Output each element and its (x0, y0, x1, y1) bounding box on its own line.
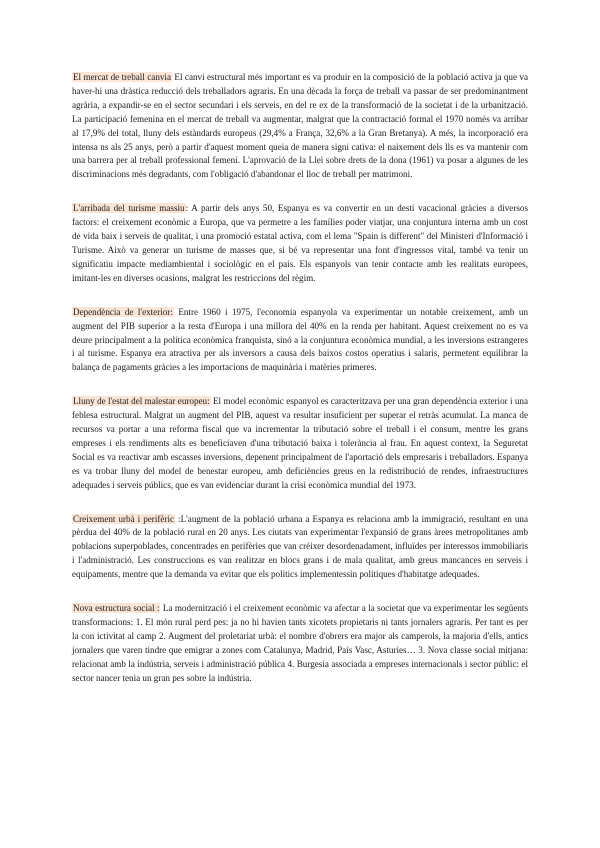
section-body: El canvi estructural més important es va produir en la composició de la població activa ja que va haver-hi una dràstica reducció dels treballadors agraris. En una dècada la força de treball va passar de ser predominantment agrària, a expandir-se en el sector secundari i els serveis, en del re ex de la transformació de la societat i de la urbanització. La participació femenina en el mercat de treball va augmentar, malgrat que la contractació formal el 1970 només va arribar al 17,9% del total, lluny dels estàndards europeus (29,4% a França, 32,6% a la Gran Bretanya). A més, la incorporació era intensa ns als 25 anys, però a partir d'aquest moment queia de manera signi cativa: el naixement dels lls es va mantenir com una barrera per al treball professional femení. L'aprovació de la Llei sobre drets de la dona (1961) va posar a algunes de les discriminacions més degradants, com l'obligació d'abandonar el lloc de treball per matrimoni. (72, 72, 528, 180)
section-estructura-social (72, 602, 528, 685)
section-heading: Dependència de l'exterior: (73, 306, 173, 317)
section-body: El model econòmic espanyol es caracteritzava per una gran dependència exterior i una feblesa estructural. Malgrat un augment del PIB, aquest va resultar insuficient per superar el retràs acumulat. La manca de recursos va portar a una reforma fiscal que va incrementar la tributació sobre el treball i el consum, mentre les grans empreses i els rendiments alts es beneficiaven d'una tributació baixa i tolerància al frau. En aquest context, la Seguretat Social es va reactivar amb escasses inversions, depenent principalment de l'aportació dels empresaris i treballadors. Espanya es va trobar lluny del model de benestar europeu, amb deficiències greus en la redistribució de rendes, infraestructures adequades i serveis públics, que es van evidenciar durant la crisi econòmica mundial del 1973. (72, 396, 529, 490)
section-body: Entre 1960 i 1975, l'economia espanyola va experimentar un notable creixement, amb un augment del PIB superior a la resta d'Europa i una millora del 40% en la renda per habitant. Aquest creixement no es va deure principalment a la política econòmica franquista, sinó a la conjuntura econòmica mundial, a les inversions estrangeres i al turisme. Espanya era atractiva per als inversors a causa dels baixos costos operatius i salaris, permetent equilibrar la balança de pagaments gràcies a les importacions de maquinària i matèries primeres. (72, 306, 529, 373)
section-dependencia-exterior (72, 306, 528, 376)
section-estat-malestar (72, 395, 528, 492)
section-body: La modernització i el creixement econòmic va afectar a la societat que va experimentar les següents transformacions: 1. El món rural perd pes: ja no hi havien tants xicotets propietaris ni tants jornalers agraris. Per tant es per la con ictivitat al camp 2. Augment del proletariat urbà: el nombre d'obrers era major als camperols, la majoria d'ells, antics jornalers que varen tindre que emigrar a zones com Catalunya, Madrid, País Vasc, Asturies… 3. Nova classe social mitjana: relacionat amb la indústria, serveis i administració pública 4. Burgesia associada a empreses internacionals i sector públic: el sector nancer tenia un gran pes sobre la indústria. (72, 603, 528, 683)
section-creixement-urba (72, 513, 528, 583)
section-heading: El mercat de treball canvia (73, 72, 171, 82)
section-mercat-treball (72, 71, 528, 182)
section-heading: L'arribada del turisme massiu (73, 203, 185, 214)
section-turisme-massiu (72, 202, 528, 285)
section-body: L'augment de la població urbana a Espanya es relaciona amb la immigració, resultant en una pèrdua del 40% de la població rural en 20 anys. Les ciutats van experimentar l'expansió de grans àrees metropolitanes amb poblacions superpoblades, concentrades en perifèries que van créixer desordenadament, influïdes per interessos immobiliaris i l'administració. Les construccions es van realitzar en blocs grans i de mala qualitat, amb greus mancances en serveis i equipaments, mentre que la demanda va evitar que els polítics implementessin polítiques d'habitatge adequades. (72, 513, 528, 580)
section-heading: Creixement urbà i perifèric (73, 513, 175, 524)
section-heading: Nova estructura social : (73, 603, 160, 614)
section-heading: Lluny de l'estat del malestar europeu: (73, 396, 210, 407)
section-body: A partir dels anys 50, Espanya es va convertir en un destí vacacional gràcies a diversos factors: el creixement econòmic a Europa, que va permetre a les famílies poder viatjar, una conjuntura interna amb un cost de vida baix i serveis de qualitat, i una promoció estatal activa, com el lema "Spain is different" del Ministeri d'Informació i Turisme. Això va generar un turisme de masses que, si bé va representar una font d'ingressos vital, també va tenir un significatiu impacte mediambiental i sociològic en el país. Els espanyols van tenir contacte amb les realitats europees, imitant-les en diverses ocasions, malgrat les restriccions del règim. (72, 203, 528, 283)
heading-separator: : (175, 513, 181, 524)
heading-separator: : (185, 203, 192, 214)
